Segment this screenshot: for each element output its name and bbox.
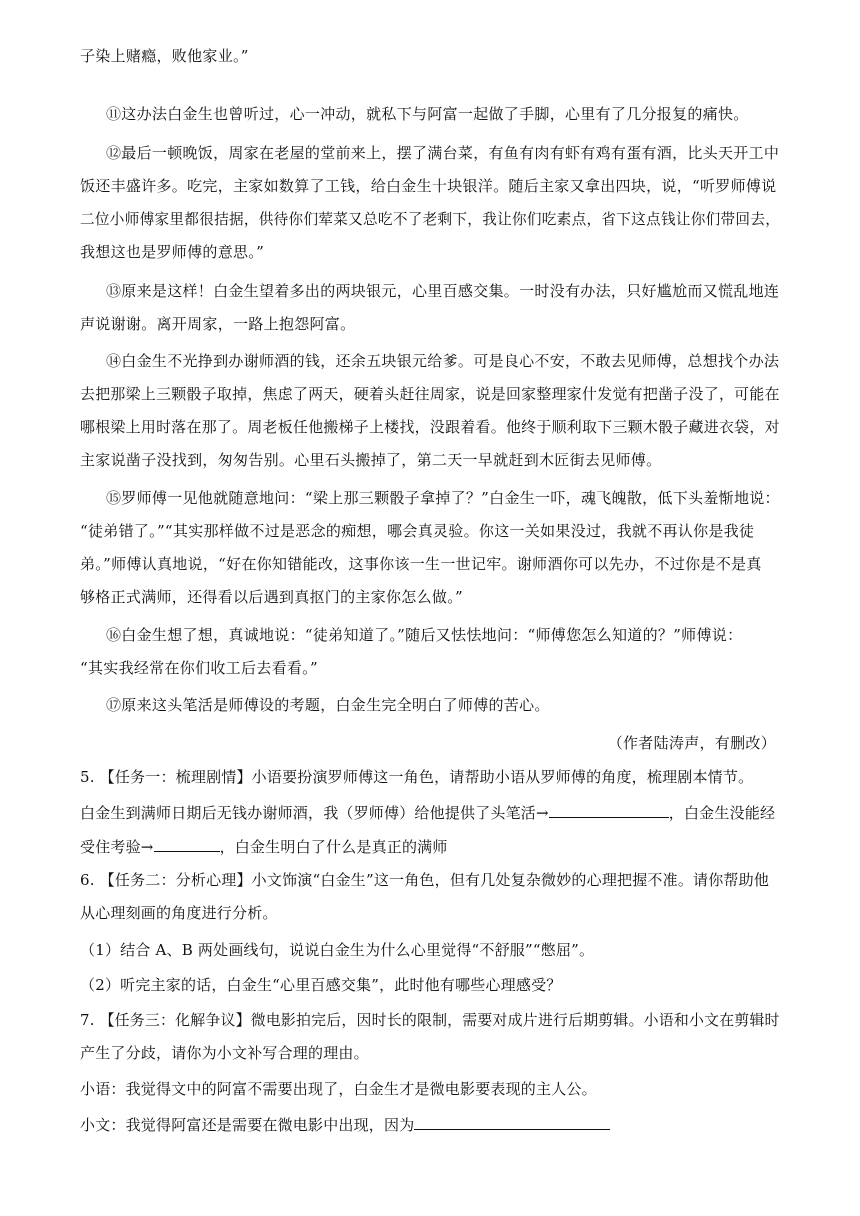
question-5-line bbox=[80, 836, 448, 857]
question-5-text: 受住考验→ bbox=[80, 838, 154, 856]
paragraph-14-line: 去把那梁上三颗骰子取掉，焦虑了两天，硬着头赶往周家，说是回家整理家什发觉有把凿子没了，可能在 bbox=[80, 385, 780, 403]
question-5-line bbox=[80, 802, 775, 823]
question-5-prompt: 5. 【任务一：梳理剧情】小语要扮演罗师傅这一角色，请帮助小语从罗师傅的角度，梳理剧本情节。 bbox=[80, 768, 754, 786]
paragraph-15-line: “徒弟错了。”“其实那样做不过是恶念的痴想，哪会真灵验。你这一关如果没过，我就不再认你是我徒 bbox=[80, 522, 755, 540]
answer-blank-2[interactable] bbox=[154, 836, 220, 852]
question-6-prompt: 6. 【任务二：分析心理】小文饰演“白金生”这一角色，但有几处复杂微妙的心理把握不准。请你帮助他 bbox=[80, 871, 770, 889]
paragraph-12-line: 我想这也是罗师傅的意思。” bbox=[80, 243, 265, 261]
paragraph-14-line: 主家说凿子没找到，匆匆告别。心里石头搬掉了，第二天一早就赶到木匠街去见师傅。 bbox=[80, 451, 662, 469]
question-7-xiaowen bbox=[80, 1114, 610, 1135]
paragraph-13-line: ⑬原来是这样！白金生望着多出的两块银元，心里百感交集。一时没有办法，只好尴尬而又慌乱地连 bbox=[106, 282, 780, 300]
question-7-xiaoyu: 小语：我觉得文中的阿富不需要出现了，白金生才是微电影要表现的主人公。 bbox=[80, 1080, 597, 1098]
paragraph-12-line: 二位小师傅家里都很拮据，供待你们荤菜又总吃不了老剩下，我让你们吃素点，省下这点钱让你们带回去， bbox=[80, 210, 781, 228]
paragraph-14-line: 哪根梁上用时落在那了。周老板任他搬梯子上楼找，没跟着看。他终于顺利取下三颗木骰子藏进衣袋，对 bbox=[80, 418, 780, 436]
paragraph-11: ⑪这办法白金生也曾听过，心一冲动，就私下与阿富一起做了手脚，心里有了几分报复的痛快。 bbox=[106, 105, 749, 123]
paragraph-12-line: ⑫最后一顿晚饭，周家在老屋的堂前来上，摆了满台菜，有鱼有肉有虾有鸡有蛋有酒，比头天开工中 bbox=[106, 144, 780, 162]
question-5-text: 白金生到满师日期后无钱办谢师酒，我（罗师傅）给他提供了头笔活→ bbox=[80, 804, 549, 822]
paragraph-15-line: 够格正式满师，还得看以后遇到真抠门的主家你怎么做。” bbox=[80, 588, 463, 606]
paragraph-12-line: 饭还丰盛许多。吃完，主家如数算了工钱，给白金生十块银洋。随后主家又拿出四块，说，“听罗师傅说 bbox=[80, 177, 777, 195]
question-7-prompt: 产生了分歧，请你为小文补写合理的理由。 bbox=[80, 1044, 369, 1062]
question-5-text: ，白金生没能经 bbox=[668, 804, 776, 822]
paragraph-15-line: 弟。”师傅认真地说，“好在你知错能改，这事你该一生一世记牢。谢师酒你可以先办，不过你是不是真 bbox=[80, 555, 762, 573]
question-6-prompt: 从心理刻画的角度进行分析。 bbox=[80, 904, 278, 922]
question-5-text: ，白金生明白了什么是真正的满师 bbox=[219, 838, 448, 856]
story-line: 子染上赌瘾，败他家业。” bbox=[80, 47, 249, 65]
paragraph-16-line: “其实我经常在你们收工后去看看。” bbox=[80, 659, 318, 677]
question-6-sub-1: （1）结合 A、B 两处画线句，说说白金生为什么心里觉得“不舒服”“憋屈”。 bbox=[80, 941, 595, 959]
paragraph-14-line: ⑭白金生不光挣到办谢师酒的钱，还余五块银元给爹。可是良心不安，不敢去见师傅，总想找个办法 bbox=[106, 352, 780, 370]
question-6-sub-2: （2）听完主家的话，白金生“心里百感交集”，此时他有哪些心理感受？ bbox=[80, 976, 562, 994]
question-7-prompt: 7. 【任务三：化解争议】微电影拍完后，因时长的限制，需要对成片进行后期剪辑。小语和小文在剪辑时 bbox=[80, 1011, 780, 1029]
paragraph-16-line: ⑯白金生想了想，真诚地说：“徒弟知道了。”随后又怯怯地问：“师傅您怎么知道的？”师傅说： bbox=[106, 626, 743, 644]
question-7-text: 小文：我觉得阿富还是需要在微电影中出现，因为 bbox=[80, 1116, 415, 1134]
paragraph-13-line: 声说谢谢。离开周家，一路上抱怨阿富。 bbox=[80, 315, 356, 333]
paragraph-15-line: ⑮罗师傅一见他就随意地问：“梁上那三颗骰子拿掉了？”白金生一吓，魂飞魄散，低下头羞惭地说： bbox=[106, 489, 780, 507]
answer-blank-1[interactable] bbox=[549, 802, 669, 818]
paragraph-17: ⑰原来这头笔活是师傅设的考题，白金生完全明白了师傅的苦心。 bbox=[106, 696, 550, 714]
source-note: （作者陆涛声，有删改） bbox=[607, 734, 776, 752]
answer-blank-3[interactable] bbox=[414, 1114, 610, 1130]
